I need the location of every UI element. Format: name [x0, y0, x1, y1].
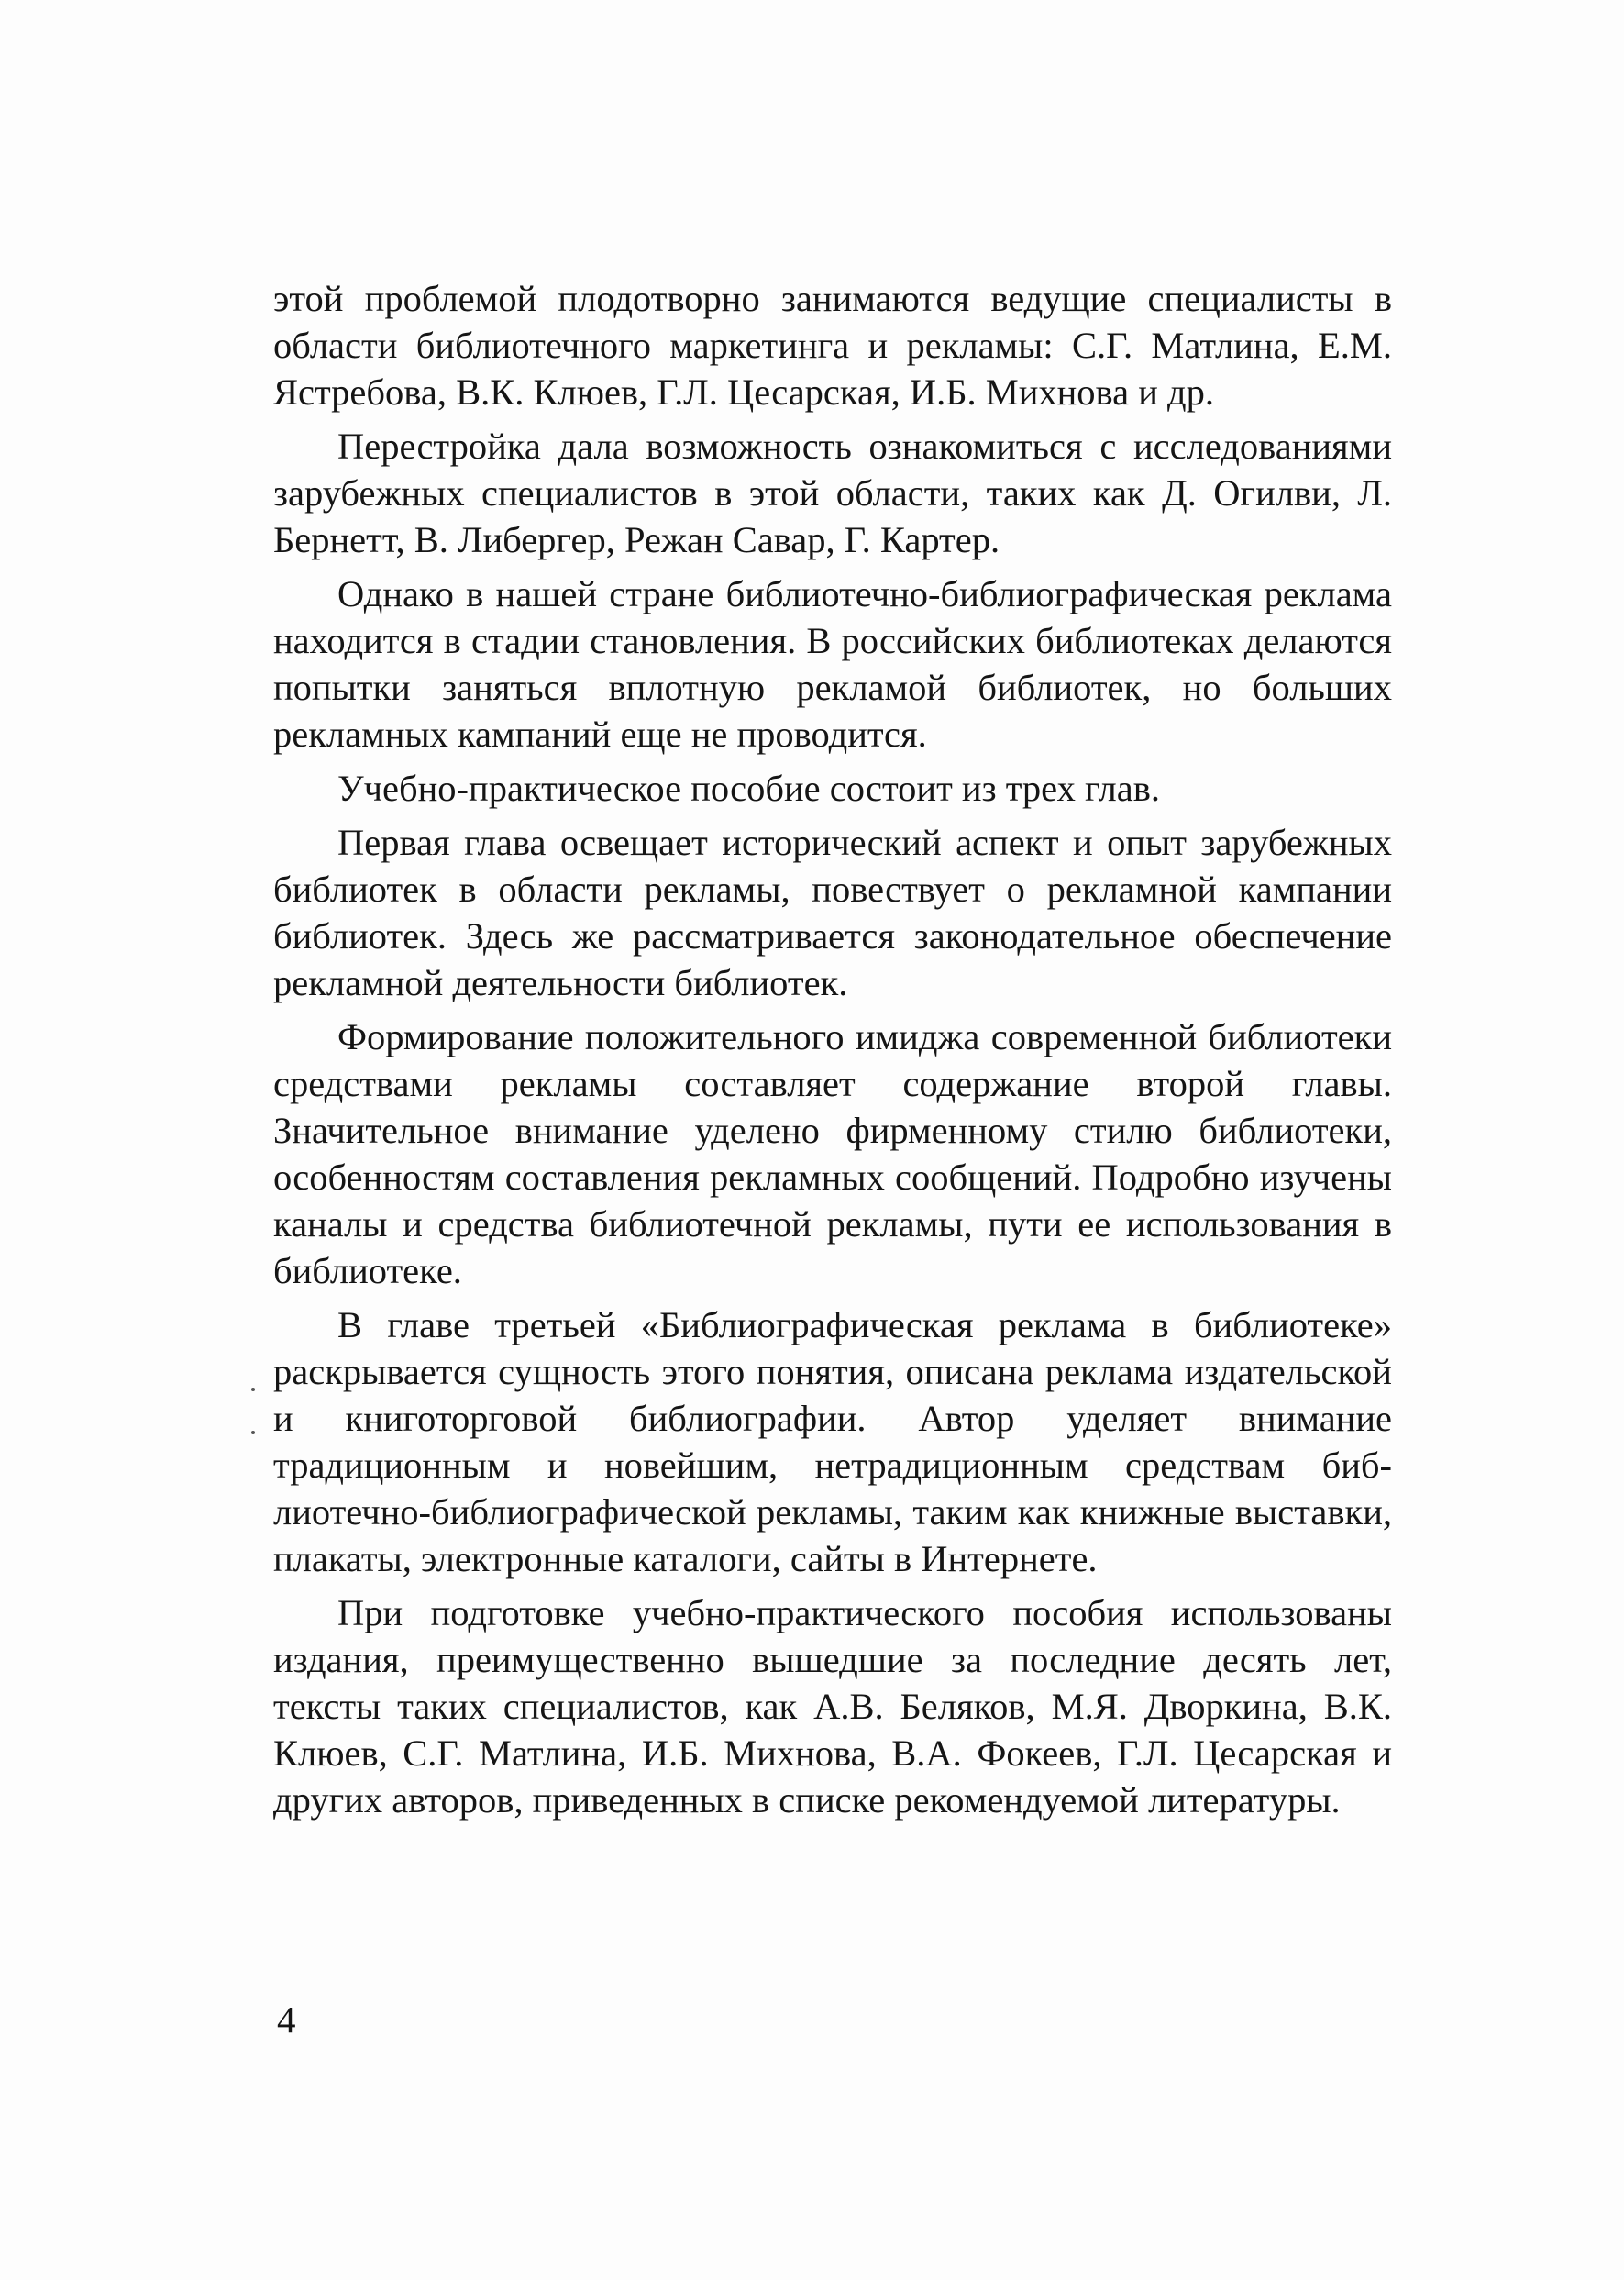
scan-speck [251, 1388, 255, 1391]
paragraph: Перестройка дала возможность ознакомиться с исследованиями зарубежных специалистов в этой области, таких как Д. Огилви, Л. Бернетт, В. Либергер, Режан Савар, Г. Картер. [273, 426, 1392, 560]
page-number: 4 [277, 1998, 296, 2041]
paragraph: Однако в нашей стране библиотечно-библиографическая реклама находится в стадии становления. В российских библиотеках делаются попытки заняться вплотную рекламой библиотек, но больших рекламных кампаний еще не проводится. [273, 573, 1392, 755]
paragraph: При подготовке учебно-практического пособия использованы издания, преимущественно вышедшие за последние десять лет, тексты таких специалистов, как А.В. Беляков, М.Я. Дворкина, В.К. Клюев, С.Г. Матлина, И.Б. Михнова, В.А. Фокеев, Г.Л. Цесарская и других авторов, приведенных в списке рекомендуемой литературы. [273, 1592, 1392, 1821]
scan-speck [251, 1431, 255, 1434]
paragraph: В главе третьей «Библиографическая реклама в библиотеке» раскрывается сущность этого понятия, описана реклама издательской и книготорговой библиографии. Автор уделяет внимание традиционным и новейшим, нетрадиционным средствам библиотечно-библиографической рекламы, таким как книжные выставки, плакаты, электронные каталоги, сайты в Интернете. [273, 1304, 1392, 1579]
paragraph: Первая глава освещает исторический аспект и опыт зарубежных библиотек в области рекламы, повествует о рекламной кампании библиотек. Здесь же рассматривается законодательное обеспечение рекламной деятельности библиотек. [273, 822, 1392, 1003]
paragraph: Учебно-практическое пособие состоит из трех глав. [337, 768, 1160, 809]
paragraph: Формирование положительного имиджа современной библиотеки средствами рекламы составляет содержание второй главы. Значительное внимание уделено фирменному стилю библиотеки, особенностям составления рекламных сообщений. Подробно изучены каналы и средства библиотечной рекламы, пути ее использования в библиотеке. [273, 1016, 1392, 1291]
paragraph-continuation: этой проблемой плодотворно занимаются ведущие специалисты в области библиотечного маркетинга и рекламы: С.Г. Матлина, Е.М. Ястребова, В.К. Клюев, Г.Л. Цесарская, И.Б. Михнова и др. [273, 278, 1392, 413]
body-text [273, 275, 1392, 1823]
